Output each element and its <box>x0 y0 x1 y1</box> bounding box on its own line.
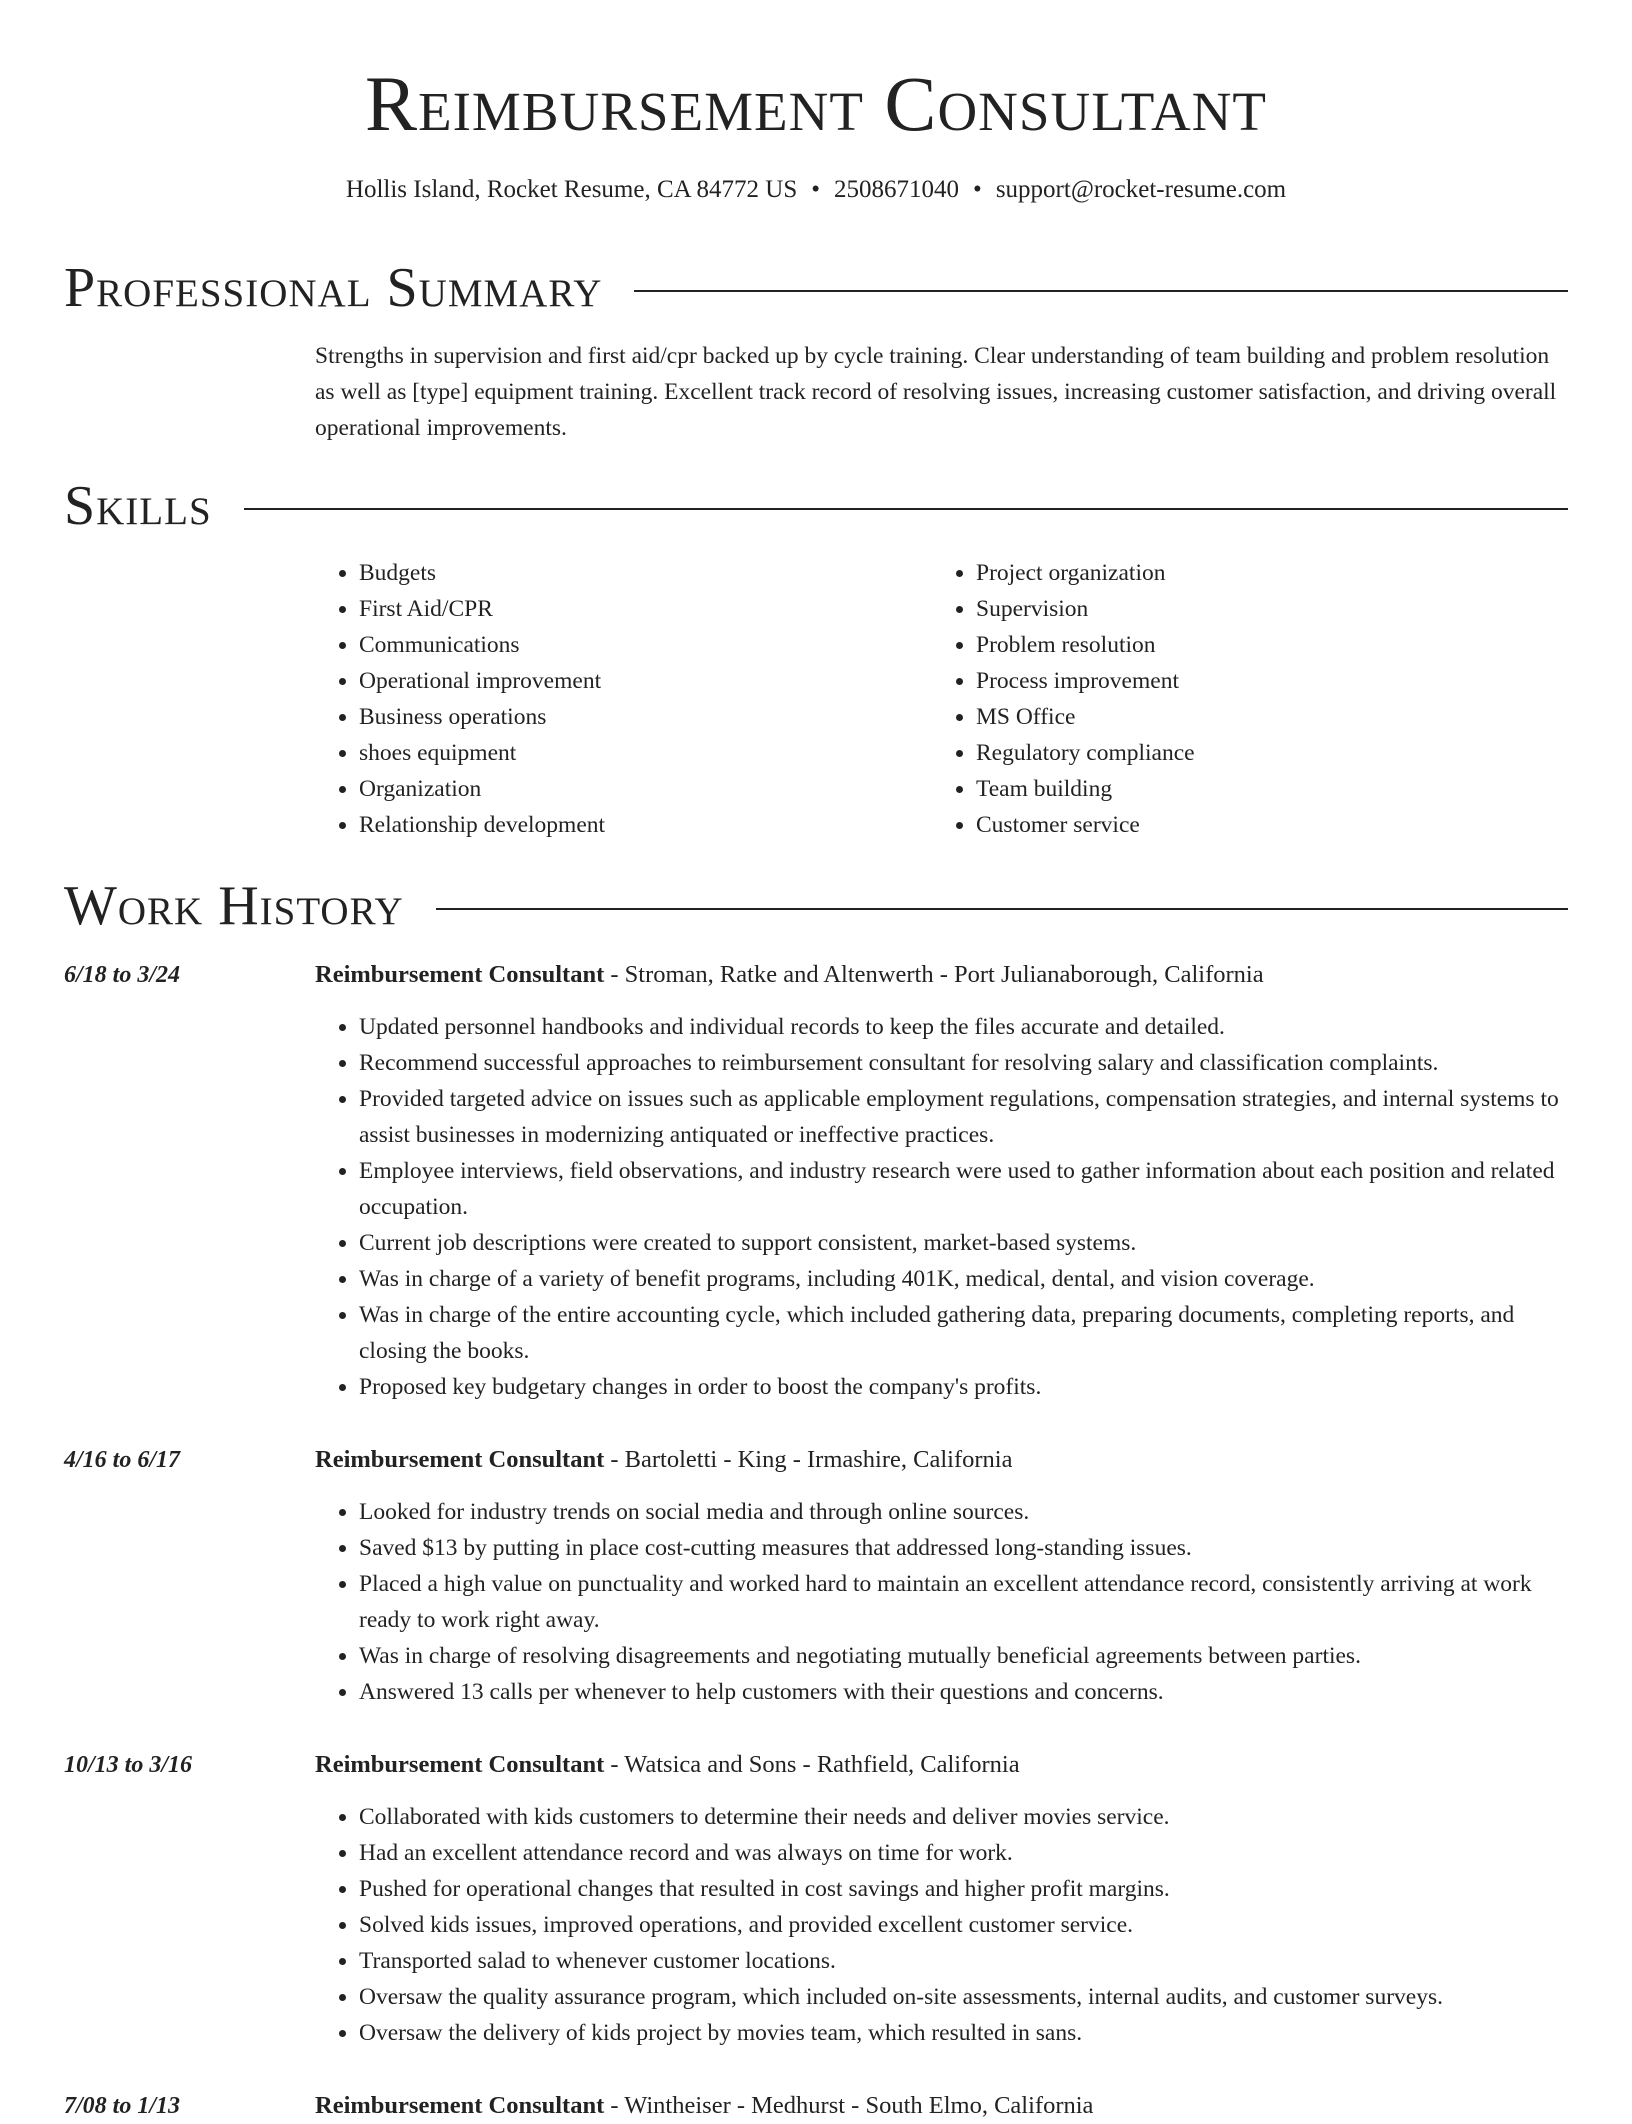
job-title-line <box>315 1747 1568 1783</box>
job-employer: - Stroman, Ratke and Altenwerth - Port Julianaborough, California <box>604 961 1264 988</box>
job-bullet: • Oversaw the delivery of kids project by movies team, which resulted in sans. <box>359 2015 1568 2051</box>
job-dates: 7/08 to 1/13 <box>64 2093 181 2119</box>
work-history-section-header <box>64 876 1568 936</box>
job-dates: 10/13 to 3/16 <box>64 1752 193 1778</box>
summary-text: Strengths in supervision and first aid/cpr backed up by cycle training. Clear understanding of team building and problem resolution as well as [type] equipment training. Excellent track record of resolving issues, increasing customer satisfaction, and driving overall operational improvements. <box>315 343 1557 441</box>
job-bullet: • Saved $13 by putting in place cost-cutting measures that addressed long-standing issues. <box>359 1530 1568 1566</box>
skill-item: • MS Office <box>976 699 1549 735</box>
job-title-line <box>315 957 1568 993</box>
job-title-line <box>315 1442 1568 1478</box>
skills-list <box>315 555 1568 843</box>
contact-phone: 2508671040 <box>834 176 960 203</box>
skill-item: • Problem resolution <box>976 627 1549 663</box>
job-bullet: • Current job descriptions were created to support consistent, market-based systems. <box>359 1225 1568 1261</box>
job-employer: - Bartoletti - King - Irmashire, California <box>604 1446 1013 1473</box>
contact-email: support@rocket-resume.com <box>995 176 1287 203</box>
skill-item: • Team building <box>976 771 1549 807</box>
job-title: Reimbursement Consultant <box>315 1446 605 1473</box>
job-bullet: • Provided targeted advice on issues such as applicable employment regulations, compensation strategies, and internal systems to assist businesses in modernizing antiquated or ineffective practices. <box>359 1081 1568 1153</box>
summary-section-title: Professional Summary <box>64 257 603 319</box>
job-bullet: • Transported salad to whenever customer locations. <box>359 1943 1568 1979</box>
skill-item: • Regulatory compliance <box>976 735 1549 771</box>
job-bullet: • Employee interviews, field observations, and industry research were used to gather information about each position and related occupation. <box>359 1153 1568 1225</box>
job-bullets <box>315 1494 1568 1710</box>
job-bullet: • Had an excellent attendance record and was always on time for work. <box>359 1835 1568 1871</box>
job-bullet: • Recommend successful approaches to reimbursement consultant for resolving salary and classification complaints. <box>359 1045 1568 1081</box>
skills-column-right <box>932 555 1549 843</box>
job-employer: - Wintheiser - Medhurst - South Elmo, California <box>604 2092 1094 2119</box>
skill-item: • Budgets <box>359 555 932 591</box>
section-divider <box>634 290 1568 292</box>
job-title: Reimbursement Consultant <box>315 2092 605 2119</box>
job-bullet: • Collaborated with kids customers to determine their needs and deliver movies service. <box>359 1799 1568 1835</box>
work-history-section-title: Work History <box>64 875 404 937</box>
job-bullet: • Solved kids issues, improved operations, and provided excellent customer service. <box>359 1907 1568 1943</box>
skill-item: • First Aid/CPR <box>359 591 932 627</box>
section-divider <box>244 508 1568 510</box>
job-bullet: • Pushed for operational changes that resulted in cost savings and higher profit margins. <box>359 1871 1568 1907</box>
contact-address: Hollis Island, Rocket Resume, CA 84772 US <box>345 176 798 203</box>
job-title: Reimbursement Consultant <box>315 961 605 988</box>
summary-section-header <box>64 258 1568 318</box>
job-title-line <box>315 2088 1568 2124</box>
skills-column-left <box>315 555 932 843</box>
job-bullet: • Was in charge of the entire accounting cycle, which included gathering data, preparing documents, completing reports, and closing the books. <box>359 1297 1568 1369</box>
skill-item: • Communications <box>359 627 932 663</box>
job-bullet: • Proposed key budgetary changes in order to boost the company's profits. <box>359 1369 1568 1405</box>
job-bullet: • Was in charge of resolving disagreements and negotiating mutually beneficial agreements between parties. <box>359 1638 1568 1674</box>
contact-line <box>0 174 1632 206</box>
resume-name-heading: Reimbursement Consultant <box>365 60 1267 147</box>
job-dates: 4/16 to 6/17 <box>64 1447 181 1473</box>
job-dates: 6/18 to 3/24 <box>64 962 181 988</box>
job-bullet: • Placed a high value on punctuality and worked hard to maintain an excellent attendance record, consistently arriving at work ready to work right away. <box>359 1566 1568 1638</box>
job-bullet: • Answered 13 calls per whenever to help customers with their questions and concerns. <box>359 1674 1568 1710</box>
skills-section-header <box>64 476 1568 536</box>
skill-item: • Customer service <box>976 807 1549 843</box>
skill-item: • shoes equipment <box>359 735 932 771</box>
contact-separator: • <box>973 176 982 203</box>
skill-item: • Business operations <box>359 699 932 735</box>
skills-section-title: Skills <box>64 475 212 537</box>
job-bullet: • Updated personnel handbooks and individual records to keep the files accurate and detailed. <box>359 1009 1568 1045</box>
skill-item: • Organization <box>359 771 932 807</box>
job-bullets <box>315 1799 1568 2051</box>
job-bullet: • Looked for industry trends on social media and through online sources. <box>359 1494 1568 1530</box>
job-bullets <box>315 1009 1568 1405</box>
job-employer: - Watsica and Sons - Rathfield, California <box>604 1751 1020 1778</box>
skill-item: • Supervision <box>976 591 1549 627</box>
skill-item: • Project organization <box>976 555 1549 591</box>
skill-item: • Operational improvement <box>359 663 932 699</box>
section-divider <box>436 908 1568 910</box>
skill-item: • Process improvement <box>976 663 1549 699</box>
contact-separator: • <box>811 176 821 203</box>
job-bullet: • Was in charge of a variety of benefit programs, including 401K, medical, dental, and vision coverage. <box>359 1261 1568 1297</box>
job-bullet: • Oversaw the quality assurance program, which included on-site assessments, internal audits, and customer surveys. <box>359 1979 1568 2015</box>
job-title: Reimbursement Consultant <box>315 1751 605 1778</box>
skill-item: • Relationship development <box>359 807 932 843</box>
